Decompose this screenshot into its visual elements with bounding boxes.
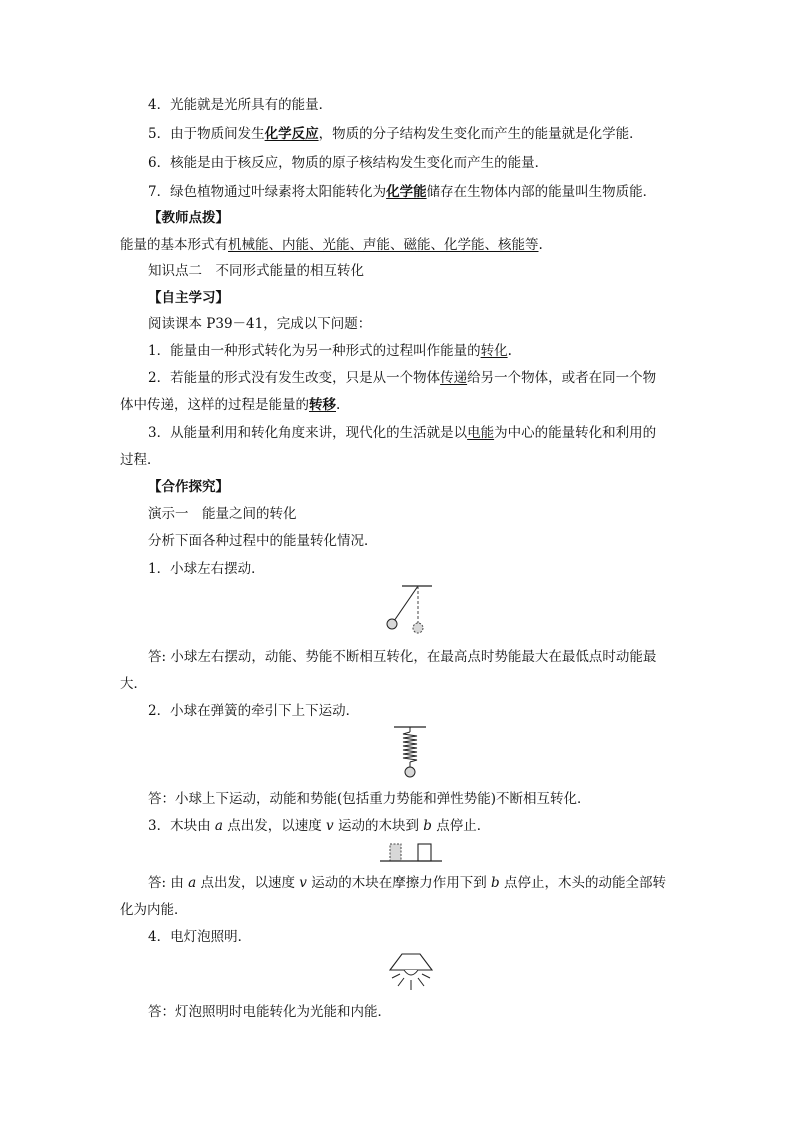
answer-underline: 电能 bbox=[467, 425, 495, 441]
self-study-q1: 1．能量由一种形式转化为另一种形式的过程叫作能量的转化. bbox=[148, 343, 512, 359]
item3-question: 3．木块由 a 点出发，以速度 v 运动的木块到 b 点停止． bbox=[148, 818, 491, 834]
answer-underline: 转移 bbox=[309, 397, 336, 413]
item1-answer-line2: 大． bbox=[120, 676, 147, 692]
paragraph-chemical-energy: 5．由于物质间发生化学反应，物质的分子结构发生变化而产生的能量就是化学能． bbox=[148, 126, 643, 142]
self-study-q3-line2: 过程． bbox=[120, 452, 161, 468]
item4-answer: 答：灯泡照明时电能转化为光能和内能． bbox=[148, 1004, 391, 1020]
explore-intro: 分析下面各种过程中的能量转化情况． bbox=[148, 533, 378, 549]
answer-underline: 化学反应 bbox=[264, 126, 319, 142]
paragraph-nuclear-energy: 6．核能是由于核反应，物质的原子核结构发生变化而产生的能量． bbox=[148, 155, 549, 171]
paragraph-light-energy: 4．光能就是光所具有的能量． bbox=[148, 97, 333, 113]
self-study-q2-line1: 2．若能量的形式没有发生改变，只是从一个物体传递给另一个物体，或者在同一个物 bbox=[148, 370, 657, 386]
item3-answer-line2: 化为内能． bbox=[120, 902, 188, 918]
demo-title: 演示一 能量之间的转化 bbox=[148, 506, 297, 522]
item1-question: 1．小球左右摆动． bbox=[148, 561, 265, 577]
item2-answer: 答：小球上下运动，动能和势能(包括重力势能和弹性势能)不断相互转化． bbox=[148, 791, 591, 807]
teacher-tip-text: 能量的基本形式有机械能、内能、光能、声能、磁能、化学能、核能等. bbox=[120, 237, 543, 253]
self-study-intro: 阅读课本 P39－41，完成以下问题： bbox=[148, 316, 372, 332]
spring-figure bbox=[390, 724, 430, 782]
item3-answer-line1: 答: 由 a 点出发，以速度 v 运动的木块在摩擦力作用下到 b 点停止，木头的动能全部转 bbox=[148, 875, 666, 891]
teacher-tip-heading: 【教师点拨】 bbox=[148, 210, 229, 226]
self-study-q2-line2: 体中传递，这样的过程是能量的转移. bbox=[120, 397, 341, 413]
self-study-q3-line1: 3．从能量利用和转化角度来讲，现代化的生活就是以电能为中心的能量转化和利用的 bbox=[148, 425, 657, 441]
lamp-figure bbox=[386, 950, 436, 996]
item4-question: 4．电灯泡照明． bbox=[148, 929, 252, 945]
pendulum-figure bbox=[380, 582, 440, 640]
item1-answer-line1: 答: 小球左右摆动，动能、势能不断相互转化，在最高点时势能最大在最低点时动能最 bbox=[148, 649, 657, 665]
section-title-knowledge-2: 知识点二 不同形式能量的相互转化 bbox=[148, 263, 364, 279]
answer-underline: 传递 bbox=[440, 370, 468, 386]
sliding-block-figure bbox=[378, 841, 444, 865]
paragraph-biomass-energy: 7．绿色植物通过叶绿素将太阳能转化为化学能储存在生物体内部的能量叫生物质能． bbox=[148, 184, 657, 200]
answer-underline: 机械能、内能、光能、声能、磁能、化学能、核能等 bbox=[228, 237, 539, 253]
explore-heading: 【合作探究】 bbox=[148, 479, 229, 495]
item2-question: 2．小球在弹簧的牵引下上下运动． bbox=[148, 703, 360, 719]
self-study-heading: 【自主学习】 bbox=[148, 290, 229, 306]
answer-underline: 转化 bbox=[480, 343, 508, 359]
answer-underline: 化学能 bbox=[386, 184, 427, 200]
